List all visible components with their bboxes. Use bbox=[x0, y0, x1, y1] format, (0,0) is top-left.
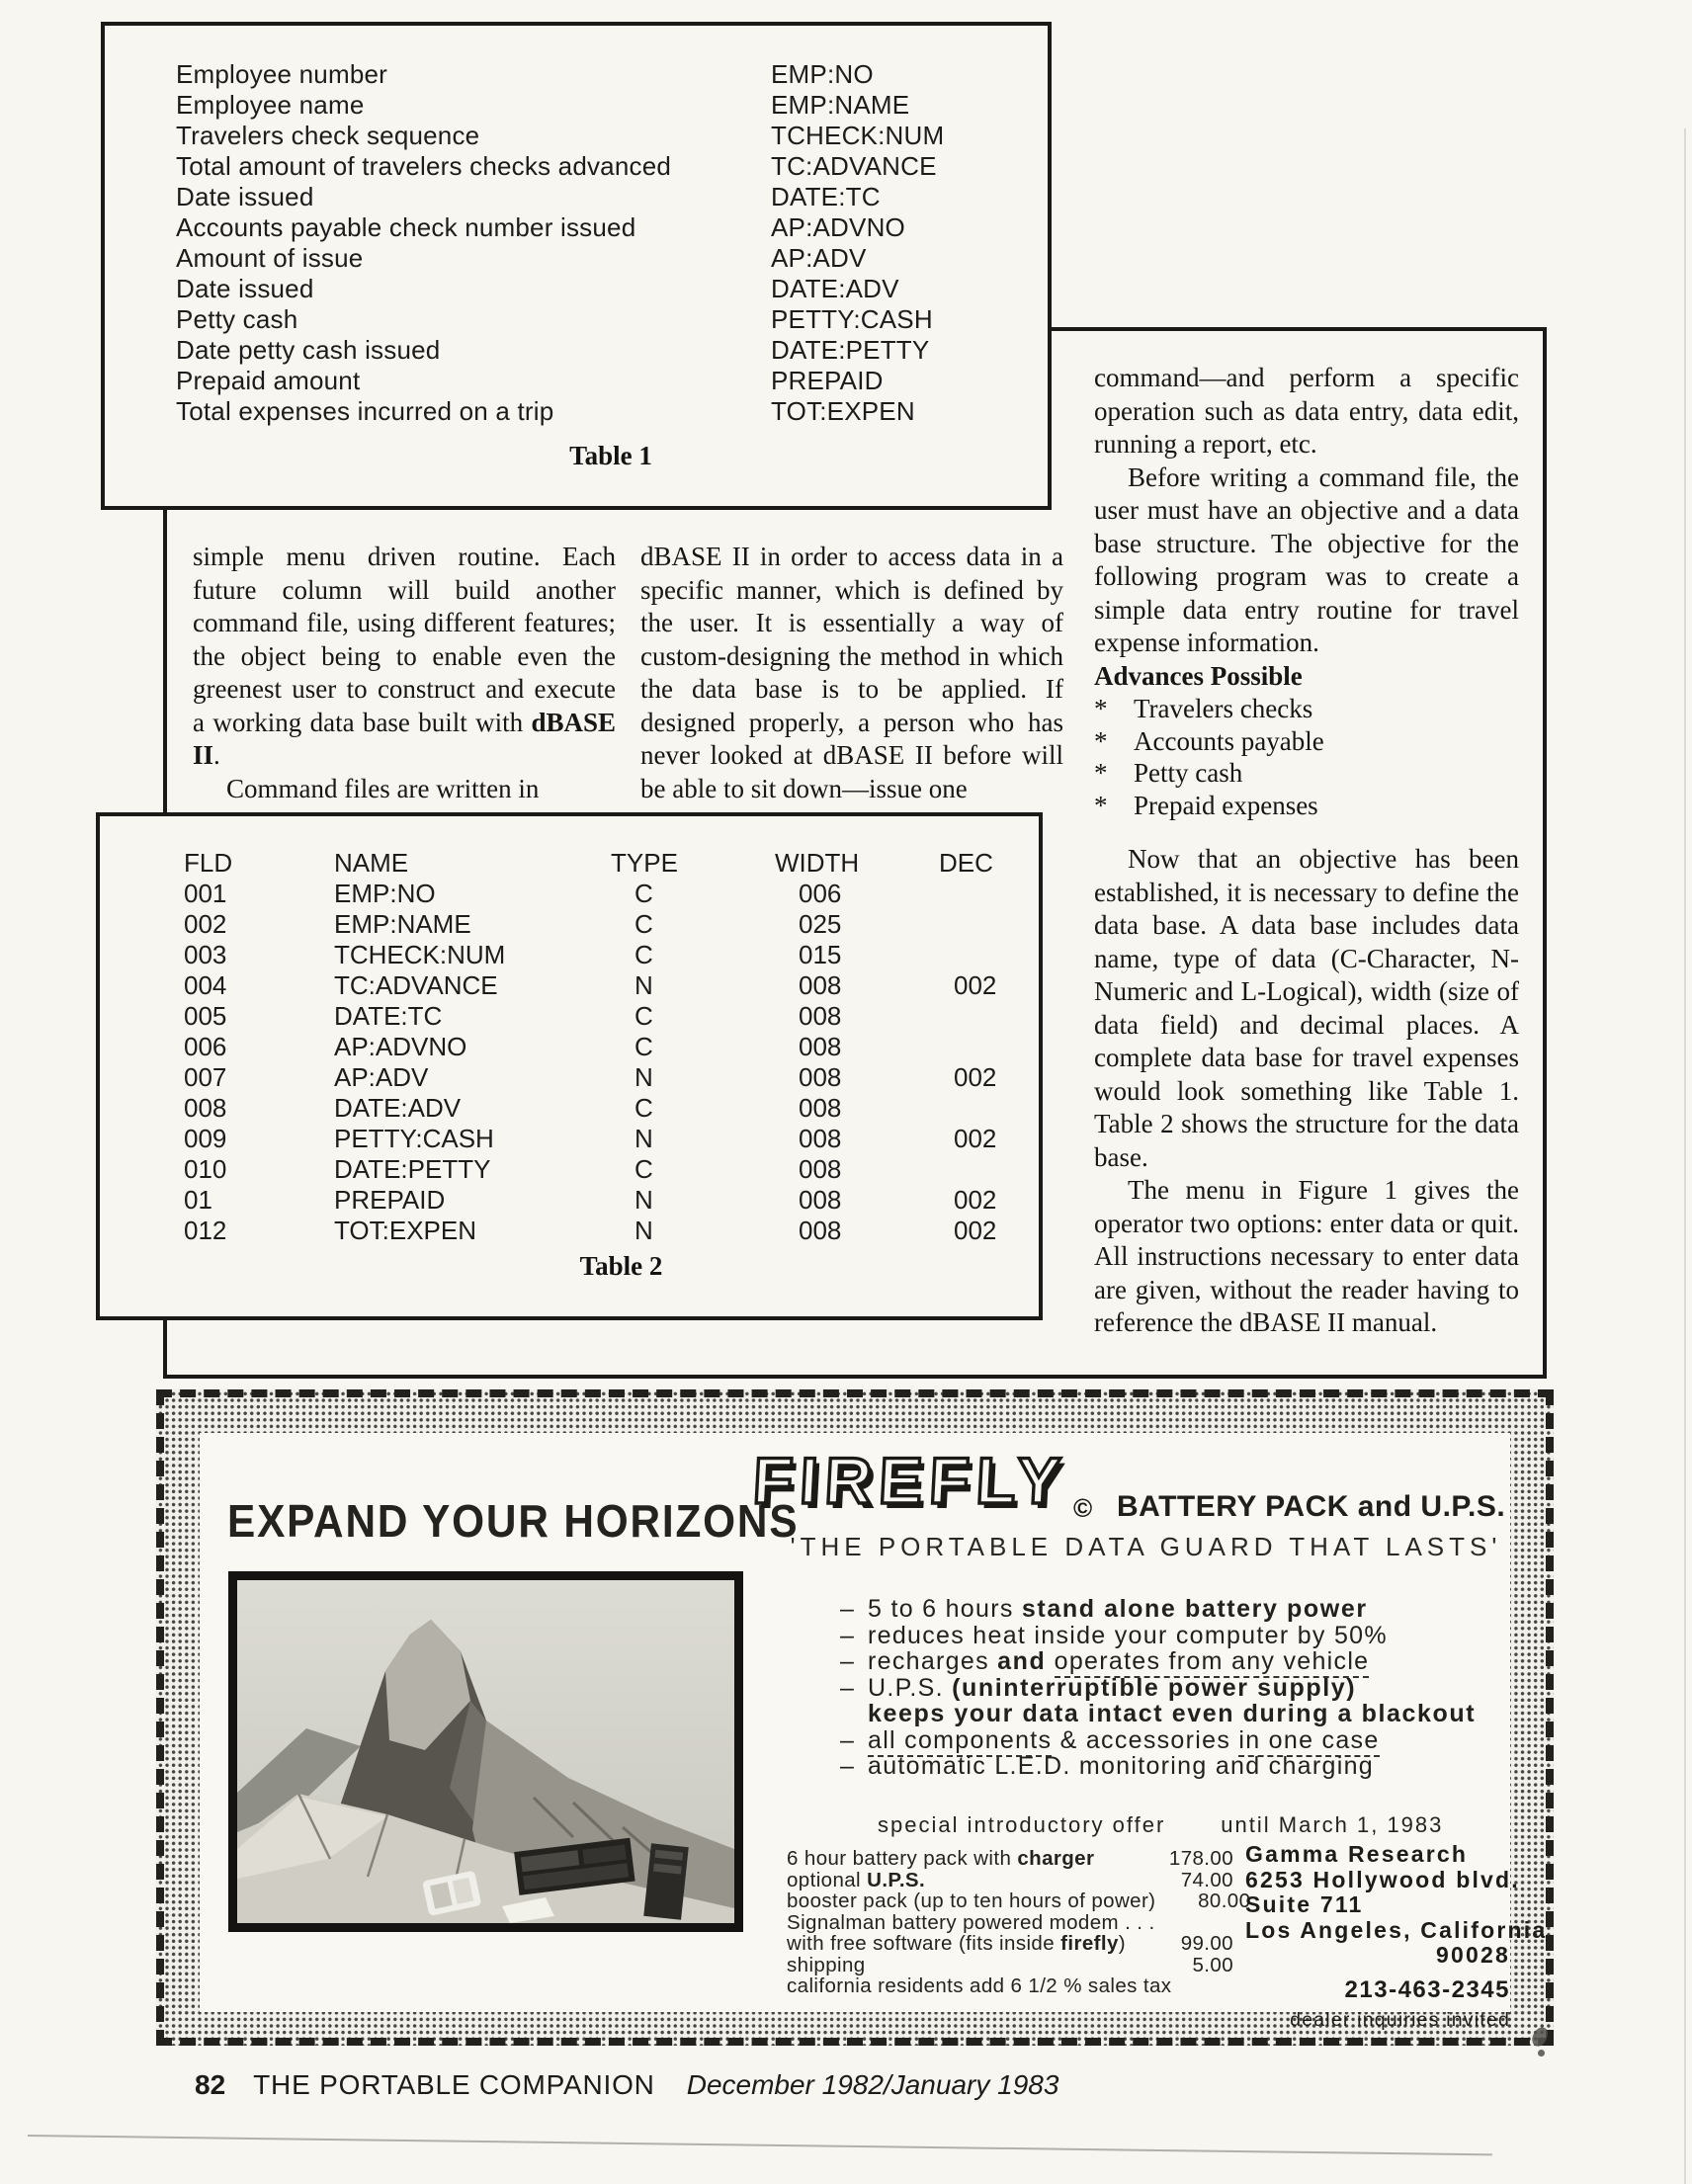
table-cell: 009 bbox=[184, 1124, 227, 1153]
feature-line bbox=[840, 1648, 1532, 1675]
table-cell: DATE:PETTY bbox=[334, 1154, 491, 1184]
table-cell: C bbox=[634, 879, 653, 908]
table-cell: 002 bbox=[954, 1216, 997, 1245]
table-cell: 008 bbox=[799, 1124, 842, 1153]
table-cell: TCHECK:NUM bbox=[334, 940, 506, 969]
offer-deadline: until March 1, 1983 bbox=[1221, 1812, 1444, 1837]
field-description: Total expenses incurred on a trip bbox=[176, 396, 554, 426]
price-row bbox=[787, 1912, 1233, 1934]
feature-text: reduces heat inside your computer by 50% bbox=[868, 1621, 1388, 1649]
table-cell: 008 bbox=[799, 1093, 842, 1123]
dash-bullet: – bbox=[840, 1595, 856, 1623]
list-item bbox=[1094, 693, 1519, 725]
table-cell: PETTY:CASH bbox=[334, 1124, 494, 1153]
table-row bbox=[100, 1062, 1039, 1093]
paragraph: Before writing a command file, the user must have an objective and a data base structure. The objective for the following program was to create a simple data entry routine for travel expense information. bbox=[1094, 462, 1519, 657]
feature-text: automatic L.E.D. monitoring and charging bbox=[868, 1752, 1374, 1780]
table-cell: TC:ADVANCE bbox=[334, 970, 498, 1000]
price-label-text: ) bbox=[1118, 1932, 1126, 1955]
dash-bullet: – bbox=[840, 1752, 856, 1780]
field-code: DATE:TC bbox=[771, 182, 881, 211]
price-label bbox=[787, 1955, 1139, 1976]
field-description: Date issued bbox=[176, 274, 314, 303]
price-row bbox=[787, 1870, 1233, 1891]
feature-text: operates from any vehicle bbox=[1055, 1647, 1370, 1678]
field-code: EMP:NO bbox=[771, 59, 874, 89]
price-label bbox=[787, 1870, 1139, 1891]
field-code: EMP:NAME bbox=[771, 90, 910, 120]
table-cell: 002 bbox=[184, 909, 227, 939]
table-cell: 002 bbox=[954, 1062, 997, 1092]
table-cell: 008 bbox=[799, 1032, 842, 1061]
paragraph: dBASE II in order to access data in a specific manner, which is defined by the user. It is essentially a way of custom-designing the method in which the data base is to be applied. If designed properly, a person who has never looked at dBASE II before will be able to sit down—issue one bbox=[640, 542, 1063, 803]
price-label-text: with free software (fits inside bbox=[787, 1932, 1061, 1955]
table-row bbox=[100, 1032, 1039, 1062]
table-row bbox=[100, 879, 1039, 909]
list-item-text: Petty cash bbox=[1134, 758, 1243, 788]
dash-bullet: – bbox=[840, 1621, 856, 1649]
table-cell: 015 bbox=[799, 940, 842, 969]
table-row bbox=[105, 59, 1048, 90]
table-cell: N bbox=[634, 1124, 653, 1153]
paragraph: Command files are written in bbox=[226, 773, 540, 803]
table-row bbox=[100, 1216, 1039, 1246]
feature-line bbox=[840, 1623, 1532, 1649]
paragraph bbox=[193, 541, 616, 773]
list-item bbox=[1094, 790, 1519, 822]
price-label-text: firefly bbox=[1060, 1932, 1119, 1955]
table-row bbox=[100, 1154, 1039, 1185]
field-code: TCHECK:NUM bbox=[771, 121, 945, 150]
page-number: 82 bbox=[195, 2069, 226, 2100]
list-item-text: Accounts payable bbox=[1134, 725, 1324, 756]
price-label-text: U.P.S. bbox=[867, 1868, 926, 1891]
table-cell: 006 bbox=[799, 879, 842, 908]
table-cell: C bbox=[634, 1154, 653, 1184]
ad-product-label: BATTERY PACK and U.P.S. bbox=[1117, 1490, 1506, 1523]
paragraph: command—and perform a specific operation such as data entry, data edit, running a report, etc. bbox=[1094, 363, 1519, 459]
table-row bbox=[105, 335, 1048, 366]
price-label-text: california residents add 6 1/2 % sales tax bbox=[787, 1974, 1172, 1997]
list-item bbox=[1094, 757, 1519, 790]
table-row bbox=[100, 1001, 1039, 1032]
field-description: Accounts payable check number issued bbox=[176, 212, 636, 242]
ad-company-block bbox=[1245, 1841, 1548, 2032]
table-cell: 005 bbox=[184, 1001, 227, 1031]
dash-bullet: – bbox=[840, 1725, 856, 1754]
feature-line bbox=[840, 1596, 1532, 1623]
price-label-text: 6 hour battery pack with bbox=[787, 1847, 1018, 1870]
price-label-text: Signalman battery powered modem . . . bbox=[787, 1910, 1155, 1934]
price-label bbox=[787, 1975, 1171, 1997]
table1-rows bbox=[105, 59, 1048, 427]
section-heading: Advances Possible bbox=[1094, 660, 1303, 691]
ad-headline: EXPAND YOUR HORIZONS bbox=[227, 1495, 800, 1547]
copyright-mark: © bbox=[1072, 1493, 1093, 1523]
price-row bbox=[787, 1890, 1251, 1912]
field-description: Date issued bbox=[176, 182, 314, 211]
table-cell: 006 bbox=[184, 1032, 227, 1061]
landscape-illustration bbox=[237, 1580, 734, 1923]
price-value: 178.00 bbox=[1168, 1847, 1233, 1870]
ad-tagline: 'THE PORTABLE DATA GUARD THAT LASTS' bbox=[790, 1532, 1502, 1561]
dash-bullet: – bbox=[840, 1673, 856, 1702]
table-row bbox=[100, 1093, 1039, 1124]
column-header: DEC bbox=[939, 848, 993, 878]
table-cell: N bbox=[634, 1216, 653, 1245]
table-cell: 025 bbox=[799, 909, 842, 939]
ad-content-area bbox=[200, 1433, 1548, 2031]
ad-feature-list bbox=[840, 1596, 1532, 1780]
table-row bbox=[105, 182, 1048, 212]
feature-text: keeps your data intact even during a blackout bbox=[868, 1700, 1477, 1727]
table-cell: AP:ADVNO bbox=[334, 1032, 467, 1061]
feature-text: stand alone battery power bbox=[1021, 1595, 1368, 1623]
table-row bbox=[100, 1124, 1039, 1154]
field-code: PREPAID bbox=[771, 366, 884, 395]
company-zip: 90028 bbox=[1436, 1942, 1510, 1968]
table-cell: C bbox=[634, 1093, 653, 1123]
table-row bbox=[105, 121, 1048, 151]
feature-line bbox=[840, 1727, 1532, 1754]
paragraph-text: . bbox=[213, 740, 220, 770]
table-cell: 008 bbox=[799, 970, 842, 1000]
company-address-line: Los Angeles, California bbox=[1245, 1916, 1548, 1943]
table2-header-row bbox=[100, 848, 1039, 879]
price-value: 99.00 bbox=[1180, 1932, 1233, 1955]
table-cell: 004 bbox=[184, 970, 227, 1000]
field-code: DATE:PETTY bbox=[771, 335, 930, 365]
price-row bbox=[787, 1975, 1233, 1997]
feature-line bbox=[840, 1701, 1532, 1727]
price-label-text: shipping bbox=[787, 1953, 866, 1976]
price-row bbox=[787, 1848, 1233, 1870]
table-cell: EMP:NAME bbox=[334, 909, 471, 939]
table-row bbox=[105, 396, 1048, 427]
table-cell: TOT:EXPEN bbox=[334, 1216, 477, 1245]
field-description: Employee number bbox=[176, 59, 387, 89]
paragraph: Now that an objective has been established, it is necessary to define the data base. A data base includes data name, type of data (C-Character, N-Numeric and L-Logical), width (size of data field) and decimal places. A complete data base for travel expenses would look something like Table 1. Table 2 shows the structure for the data base. bbox=[1094, 844, 1519, 1172]
feature-line bbox=[840, 1675, 1532, 1702]
column-header: NAME bbox=[334, 848, 409, 878]
table-cell: 002 bbox=[954, 1124, 997, 1153]
company-address-line: Gamma Research bbox=[1245, 1841, 1469, 1867]
table-row bbox=[100, 940, 1039, 970]
table-cell: 012 bbox=[184, 1216, 227, 1245]
table-cell: 010 bbox=[184, 1154, 227, 1184]
field-description: Travelers check sequence bbox=[176, 121, 480, 150]
field-description: Petty cash bbox=[176, 304, 298, 334]
issue-date: December 1982/January 1983 bbox=[686, 2069, 1059, 2100]
column-header: TYPE bbox=[611, 848, 678, 878]
field-description: Employee name bbox=[176, 90, 365, 120]
table-row bbox=[105, 366, 1048, 396]
field-description: Total amount of travelers checks advanced bbox=[176, 151, 672, 181]
field-description: Prepaid amount bbox=[176, 366, 361, 395]
field-code: TOT:EXPEN bbox=[771, 396, 915, 426]
ad-price-list bbox=[787, 1847, 1251, 1997]
asterisk-bullet: * bbox=[1094, 758, 1108, 788]
paragraph-text: simple menu driven routine. Each future column will build another command file, using different features; the object being to enable even the greenest user to construct and execute a working data base built with bbox=[193, 542, 616, 737]
table-cell: 007 bbox=[184, 1062, 227, 1092]
price-value: 5.00 bbox=[1192, 1953, 1233, 1976]
asterisk-bullet: * bbox=[1094, 790, 1108, 820]
article-column-middle bbox=[640, 541, 1063, 805]
article-column-left bbox=[193, 541, 616, 805]
feature-text: & accessories bbox=[1052, 1725, 1239, 1754]
dash-bullet: – bbox=[840, 1647, 856, 1675]
table2-caption: Table 2 bbox=[579, 1251, 663, 1281]
table-cell: C bbox=[634, 1001, 653, 1031]
table-cell: C bbox=[634, 1032, 653, 1061]
table-cell: DATE:ADV bbox=[334, 1093, 462, 1123]
table-cell: N bbox=[634, 970, 653, 1000]
table-cell: 008 bbox=[799, 1185, 842, 1215]
price-label bbox=[787, 1890, 1155, 1912]
table1-caption: Table 1 bbox=[569, 441, 652, 470]
magazine-title: THE PORTABLE COMPANION bbox=[253, 2069, 655, 2100]
feature-text: U.P.S. bbox=[868, 1673, 953, 1702]
price-label bbox=[787, 1848, 1139, 1870]
ad-photo-rocky-landscape bbox=[228, 1571, 743, 1932]
table-cell: 002 bbox=[954, 970, 997, 1000]
asterisk-bullet: * bbox=[1094, 694, 1108, 723]
field-code: TC:ADVANCE bbox=[771, 151, 937, 181]
field-code: PETTY:CASH bbox=[771, 304, 933, 334]
feature-text bbox=[1046, 1647, 1054, 1675]
price-label bbox=[787, 1933, 1139, 1955]
scan-edge-line bbox=[1684, 128, 1686, 2184]
table-cell: PREPAID bbox=[334, 1185, 446, 1215]
feature-text: recharges bbox=[868, 1647, 998, 1675]
table-cell: EMP:NO bbox=[334, 879, 436, 908]
table-row bbox=[105, 243, 1048, 274]
price-label-text: booster pack (up to ten hours of power) bbox=[787, 1890, 1156, 1912]
feature-line bbox=[840, 1753, 1532, 1780]
price-value: 80.00 bbox=[1198, 1890, 1251, 1912]
list-item-text: Travelers checks bbox=[1134, 694, 1313, 723]
table-row bbox=[100, 909, 1039, 940]
field-description: Amount of issue bbox=[176, 243, 364, 273]
table-cell: 01 bbox=[184, 1185, 212, 1215]
price-row bbox=[787, 1955, 1233, 1976]
list-item bbox=[1094, 725, 1519, 758]
bullet-list bbox=[1094, 693, 1519, 821]
paragraph: The menu in Figure 1 gives the operator two options: enter data or quit. All instructions necessary to enter data are given, without the reader having to reference the dBASE II manual. bbox=[1094, 1175, 1519, 1337]
feature-text: and bbox=[997, 1647, 1047, 1675]
paragraph-bold-text: dBASE II bbox=[193, 707, 616, 770]
firefly-logo-text: FIREFLY bbox=[751, 1444, 1069, 1517]
table-cell: DATE:TC bbox=[334, 1001, 443, 1031]
price-value bbox=[1155, 1912, 1250, 1934]
table-cell: N bbox=[634, 1062, 653, 1092]
field-code: AP:ADV bbox=[771, 243, 867, 273]
feature-text: 5 to 6 hours bbox=[868, 1595, 1022, 1623]
company-address bbox=[1245, 1841, 1548, 1969]
firefly-advertisement bbox=[156, 1389, 1554, 2046]
table-cell: C bbox=[634, 909, 653, 939]
price-label-text: optional bbox=[787, 1868, 868, 1891]
table-cell: AP:ADV bbox=[334, 1062, 429, 1092]
price-label bbox=[787, 1912, 1155, 1934]
price-label-text: charger bbox=[1017, 1847, 1095, 1870]
table-cell: 008 bbox=[799, 1154, 842, 1184]
table-row bbox=[105, 212, 1048, 243]
table-cell: 001 bbox=[184, 879, 227, 908]
scan-artifact-line bbox=[28, 2135, 1492, 2155]
company-phone: 213-463-2345 bbox=[1344, 1975, 1510, 2003]
table-row bbox=[105, 151, 1048, 182]
table-cell: 008 bbox=[799, 1001, 842, 1031]
column-header: WIDTH bbox=[775, 848, 860, 878]
table-cell: 008 bbox=[184, 1093, 227, 1123]
table-row bbox=[105, 274, 1048, 304]
feature-text: (uninterruptible power supply) bbox=[952, 1673, 1357, 1702]
table-row bbox=[105, 90, 1048, 121]
feature-text: all components bbox=[868, 1726, 1052, 1757]
dealer-note: dealer inquiries invited bbox=[1290, 2008, 1510, 2031]
price-row bbox=[787, 1933, 1233, 1955]
table2-rows bbox=[100, 879, 1039, 1246]
table-cell: 008 bbox=[799, 1062, 842, 1092]
field-code: DATE:ADV bbox=[771, 274, 899, 303]
table-cell: 002 bbox=[954, 1185, 997, 1215]
page-footer bbox=[195, 2069, 1058, 2101]
ink-smudge bbox=[1538, 2050, 1545, 2057]
firefly-logo bbox=[751, 1443, 1093, 1523]
table-cell: N bbox=[634, 1185, 653, 1215]
table-cell: 008 bbox=[799, 1216, 842, 1245]
list-item-text: Prepaid expenses bbox=[1134, 790, 1318, 820]
offer-text: special introductory offer bbox=[878, 1812, 1166, 1837]
field-description: Date petty cash issued bbox=[176, 335, 441, 365]
table-row bbox=[100, 970, 1039, 1001]
article-column-right bbox=[1094, 362, 1519, 1340]
company-address-line: Suite 711 bbox=[1245, 1891, 1364, 1917]
company-address-line: 6253 Hollywood blvd. bbox=[1245, 1866, 1520, 1892]
asterisk-bullet: * bbox=[1094, 725, 1108, 756]
feature-text: in one case bbox=[1238, 1726, 1379, 1757]
table-row bbox=[105, 304, 1048, 335]
table-row bbox=[100, 1185, 1039, 1216]
price-value: 74.00 bbox=[1180, 1868, 1233, 1891]
table-cell: 003 bbox=[184, 940, 227, 969]
ad-offer-line bbox=[878, 1812, 1443, 1838]
table2-box bbox=[96, 812, 1043, 1320]
table-cell: C bbox=[634, 940, 653, 969]
field-code: AP:ADVNO bbox=[771, 212, 905, 242]
column-header: FLD bbox=[184, 848, 233, 878]
table1-box bbox=[101, 22, 1052, 510]
